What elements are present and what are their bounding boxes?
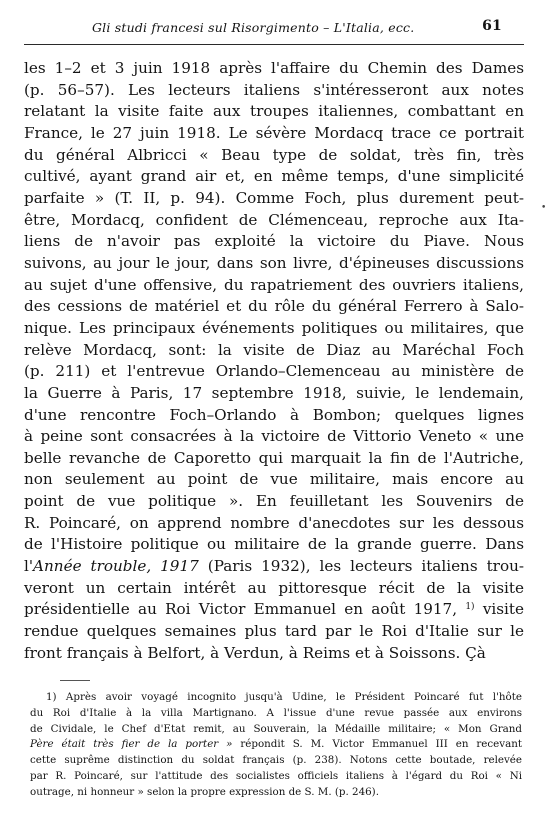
text-line: nique. Les principaux événements politiques ou militaires, que [24, 318, 524, 337]
text-line: de l'Histoire politique ou militaire de la grande guerre. Dans [24, 535, 524, 554]
text-line: être, Mordacq, confident de Clémenceau, reproche aux Ita- [24, 210, 524, 229]
footnote-reference[interactable]: 1) [465, 602, 475, 613]
footnotes [30, 690, 522, 801]
footnote-line: du Roi d'Italie à la villa Martignano. A l'issue d'une revue passée aux environs [30, 706, 522, 719]
running-title: Gli studi francesi sul Risorgimento – L'Italia, ecc. [92, 20, 415, 35]
footnote-marker: 1) [46, 691, 57, 703]
text-fragment: l' [24, 557, 34, 576]
footnote-line: de Cividale, le Chef d'Etat remit, au Souverain, la Médaille militaire; « Mon Grand [30, 722, 522, 735]
text-line: relève Mordacq, sont: la visite de Diaz au Maréchal Foch [24, 340, 524, 359]
book-title: Année trouble, 1917 [33, 557, 199, 576]
header-rule [24, 44, 524, 45]
text-line: parfaite » (T. II, p. 94). Comme Foch, plus durement peut- [24, 188, 524, 207]
text-line: belle revanche de Caporetto qui marquait la fin de l'Autriche, [24, 448, 524, 467]
footnote-line: cette suprême distinction du soldat français (p. 238). Notons cette boutade, relevée [30, 754, 522, 767]
text-line: front français à Belfort, à Verdun, à Reims et à Soissons. Çà [24, 643, 486, 662]
footnote-line [30, 690, 522, 706]
text-line: relatant la visite faite aux troupes italiennes, combattant en [24, 102, 524, 121]
text-line [24, 599, 524, 621]
text-line: la Guerre à Paris, 17 septembre 1918, suivie, le lendemain, [24, 383, 524, 402]
text-line: (p. 211) et l'entrevue Orlando–Clemenceau au ministère de [24, 362, 524, 381]
text-line: à peine sont consacrées à la victoire de Vittorio Veneto « une [24, 427, 524, 446]
text-fragment: (Paris 1932), les lecteurs italiens trou- [198, 557, 525, 576]
footnote-line: outrage, ni honneur » selon la propre expression de S. M. (p. 246). [30, 785, 379, 798]
text-line: d'une rencontre Foch–Orlando à Bombon; quelques lignes [24, 405, 524, 424]
text-fragment: présidentielle au Roi Victor Emmanuel en août 1917, [24, 600, 466, 619]
footnote-text: répondit S. M. Victor Emmanuel III en recevant [232, 738, 522, 751]
footnote-line [30, 737, 522, 753]
text-line: rendue quelques semaines plus tard par le Roi d'Italie sur le [24, 622, 524, 641]
text-line: France, le 27 juin 1918. Le sévère Mordacq trace ce portrait [24, 123, 524, 142]
page-number: 61 [482, 18, 502, 34]
text-line: R. Poincaré, on apprend nombre d'anecdotes sur les dessous [24, 513, 524, 532]
text-fragment: visite [474, 600, 524, 619]
text-line: point de vue politique ». En feuilletant les Souvenirs de [24, 492, 524, 511]
text-line: veront un certain intérêt au pittoresque récit de la visite [24, 578, 524, 597]
footnote-rule [60, 680, 90, 681]
footnote-line: par R. Poincaré, sur l'attitude des socialistes officiels italiens à l'égard du Roi « Ni [30, 769, 522, 782]
text-line: au sujet d'une offensive, du rapatriement des ouvriers italiens, [24, 275, 524, 294]
text-line: les 1–2 et 3 juin 1918 après l'affaire du Chemin des Dames [24, 59, 524, 77]
text-line: des cessions de matériel et du rôle du général Ferrero à Salo- [24, 297, 524, 316]
margin-speck: • [541, 203, 547, 213]
text-line: liens de n'avoir pas exploité la victoire du Piave. Nous [24, 232, 524, 251]
text-line [24, 556, 524, 578]
text-line: (p. 56–57). Les lecteurs italiens s'intéresseront aux notes [24, 80, 524, 99]
body-text [24, 58, 524, 664]
footnote-quote: Père était très fier de la porter » [30, 738, 233, 751]
text-line: cultivé, ayant grand air et, en même temps, d'une simplicité [24, 167, 524, 186]
running-header [92, 17, 502, 39]
text-line: suivons, au jour le jour, dans son livre, d'épineuses discussions [24, 253, 524, 272]
footnote-text: Après avoir voyagé incognito jusqu'à Udine, le Président Poincaré fut l'hôte [65, 691, 522, 703]
text-line: non seulement au point de vue militaire, mais encore au [24, 470, 524, 489]
text-line: du général Albricci « Beau type de soldat, très fin, très [24, 145, 524, 164]
